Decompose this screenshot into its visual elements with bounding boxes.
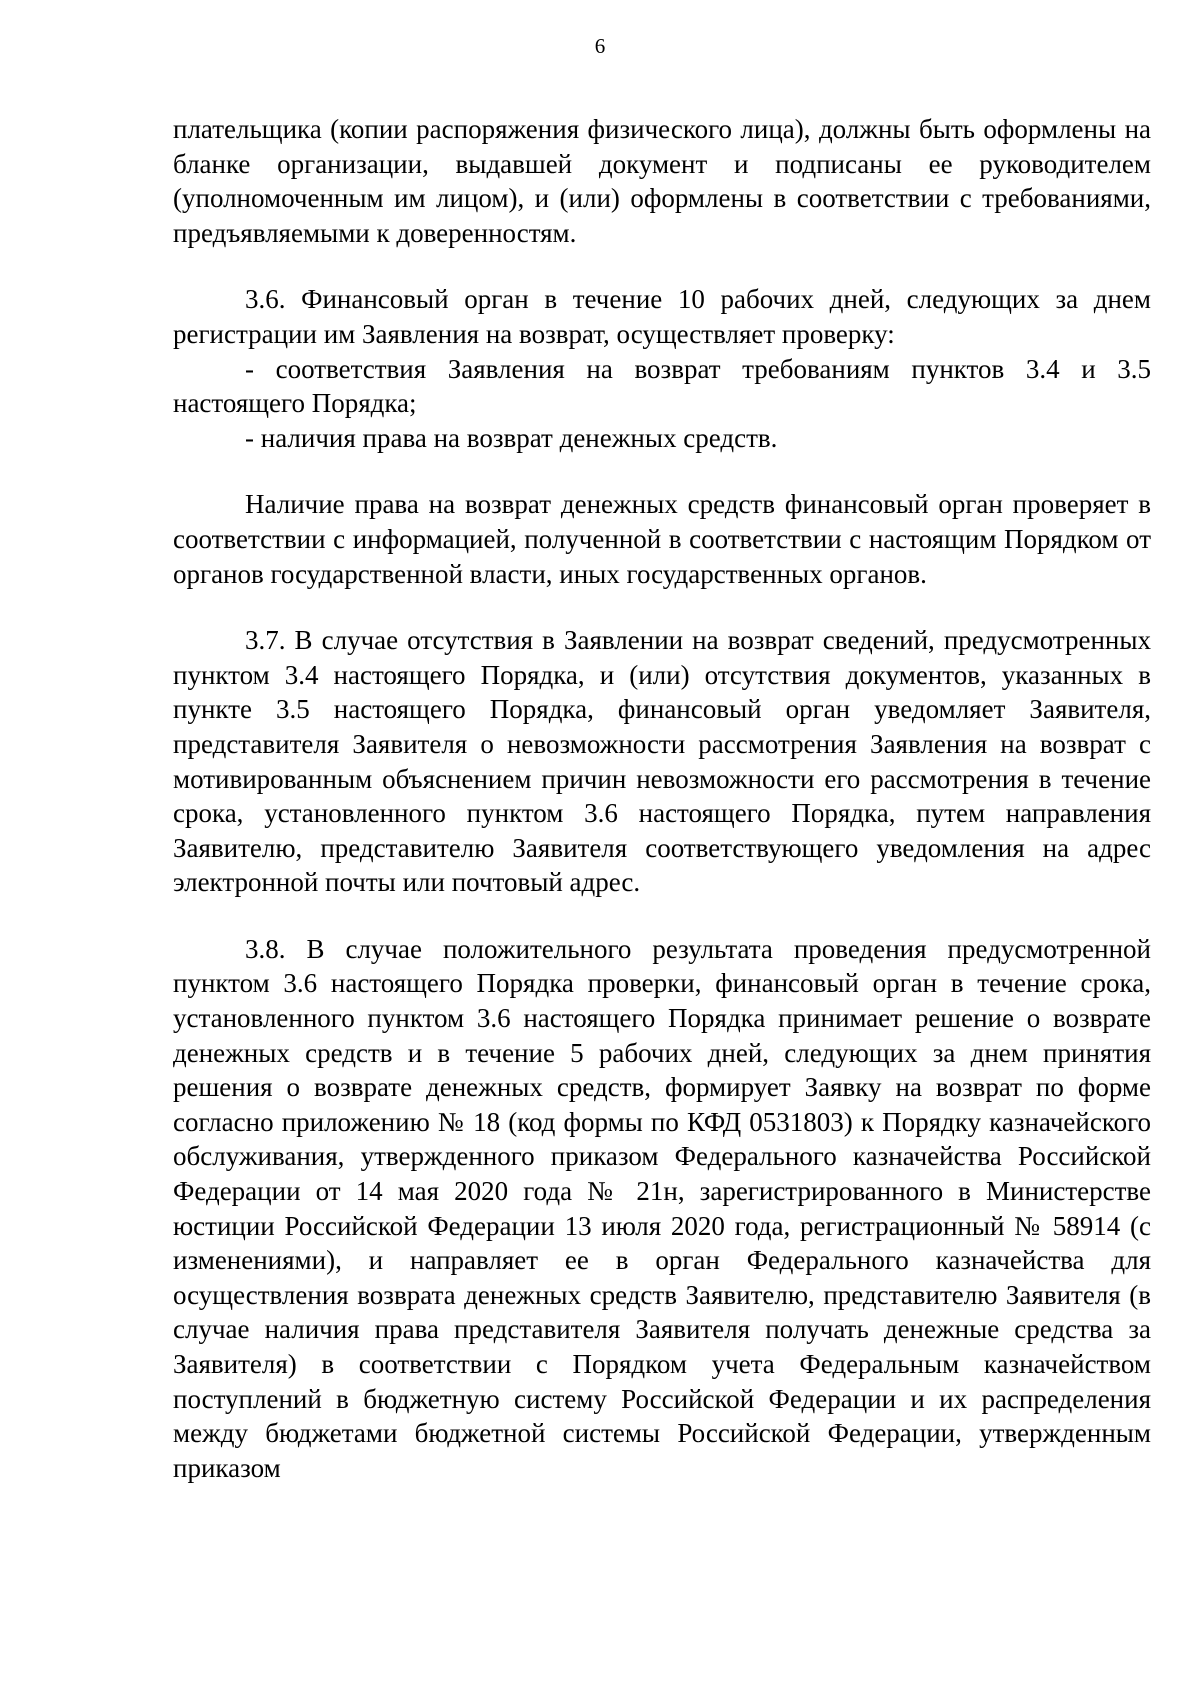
paragraph-3-6: 3.6. Финансовый орган в течение 10 рабочих дней, следующих за днем регистрации им Заявления на возврат, осуществляет проверку: bbox=[173, 284, 1151, 349]
paragraph-3-7: 3.7. В случае отсутствия в Заявлении на возврат сведений, предусмотренных пунктом 3.4 настоящего Порядка, и (или) отсутствия документов, указанных в пункте 3.5 настоящего Порядка, финансовый орган уведомляет Заявителя, представителя Заявителя о невозможности рассмотрения Заявления на возврат с мотивированным объяснением причин невозможности его рассмотрения в течение срока, установленного пунктом 3.6 настоящего Порядка, путем направления Заявителю, представителю Заявителя соответствующего уведомления на адрес электронной почты или почтовый адрес. bbox=[173, 625, 1151, 898]
list-item-right-to-refund: - наличия права на возврат денежных средств. bbox=[245, 422, 778, 453]
paragraph-right-check: Наличие права на возврат денежных средств финансовый орган проверяет в соответствии с информацией, полученной в соответствии с настоящим Порядком от органов государственной власти, иных государственных органов. bbox=[173, 489, 1151, 589]
paragraph-continuation: плательщика (копии распоряжения физического лица), должны быть оформлены на бланке организации, выдавшей документ и подписаны ее руководителем (уполномоченным им лицом), и (или) оформлены в соответствии с требованиями, предъявляемыми к доверенностям. bbox=[173, 114, 1151, 248]
list-item-requirements: - соответствия Заявления на возврат требованиям пунктов 3.4 и 3.5 настоящего Порядка; bbox=[173, 353, 1151, 419]
page-number: 6 bbox=[594, 34, 606, 58]
document-body bbox=[173, 112, 1151, 1485]
paragraph-3-8: 3.8. В случае положительного результата проведения предусмотренной пунктом 3.6 настоящего Порядка проверки, финансовый орган в течение срока, установленного пунктом 3.6 настоящего Порядка принимает решение о возврате денежных средств и в течение 5 рабочих дней, следующих за днем принятия решения о возврате денежных средств, формирует Заявку на возврат по форме согласно приложению № 18 (код формы по КФД 0531803) к Порядку казначейского обслуживания, утвержденного приказом Федерального казначейства Российской Федерации от 14 мая 2020 года № 21н, зарегистрированного в Министерстве юстиции Российской Федерации 13 июля 2020 года, регистрационный № 58914 (с изменениями), и направляет ее в орган Федерального казначейства для осуществления возврата денежных средств Заявителю, представителю Заявителя (в случае наличия права представителя Заявителя получать денежные средства за Заявителя) в соответствии с Порядком учета Федеральным казначейством поступлений в бюджетную систему Российской Федерации и их распределения между бюджетами бюджетной системы Российской Федерации, утвержденным приказом bbox=[173, 933, 1151, 1483]
